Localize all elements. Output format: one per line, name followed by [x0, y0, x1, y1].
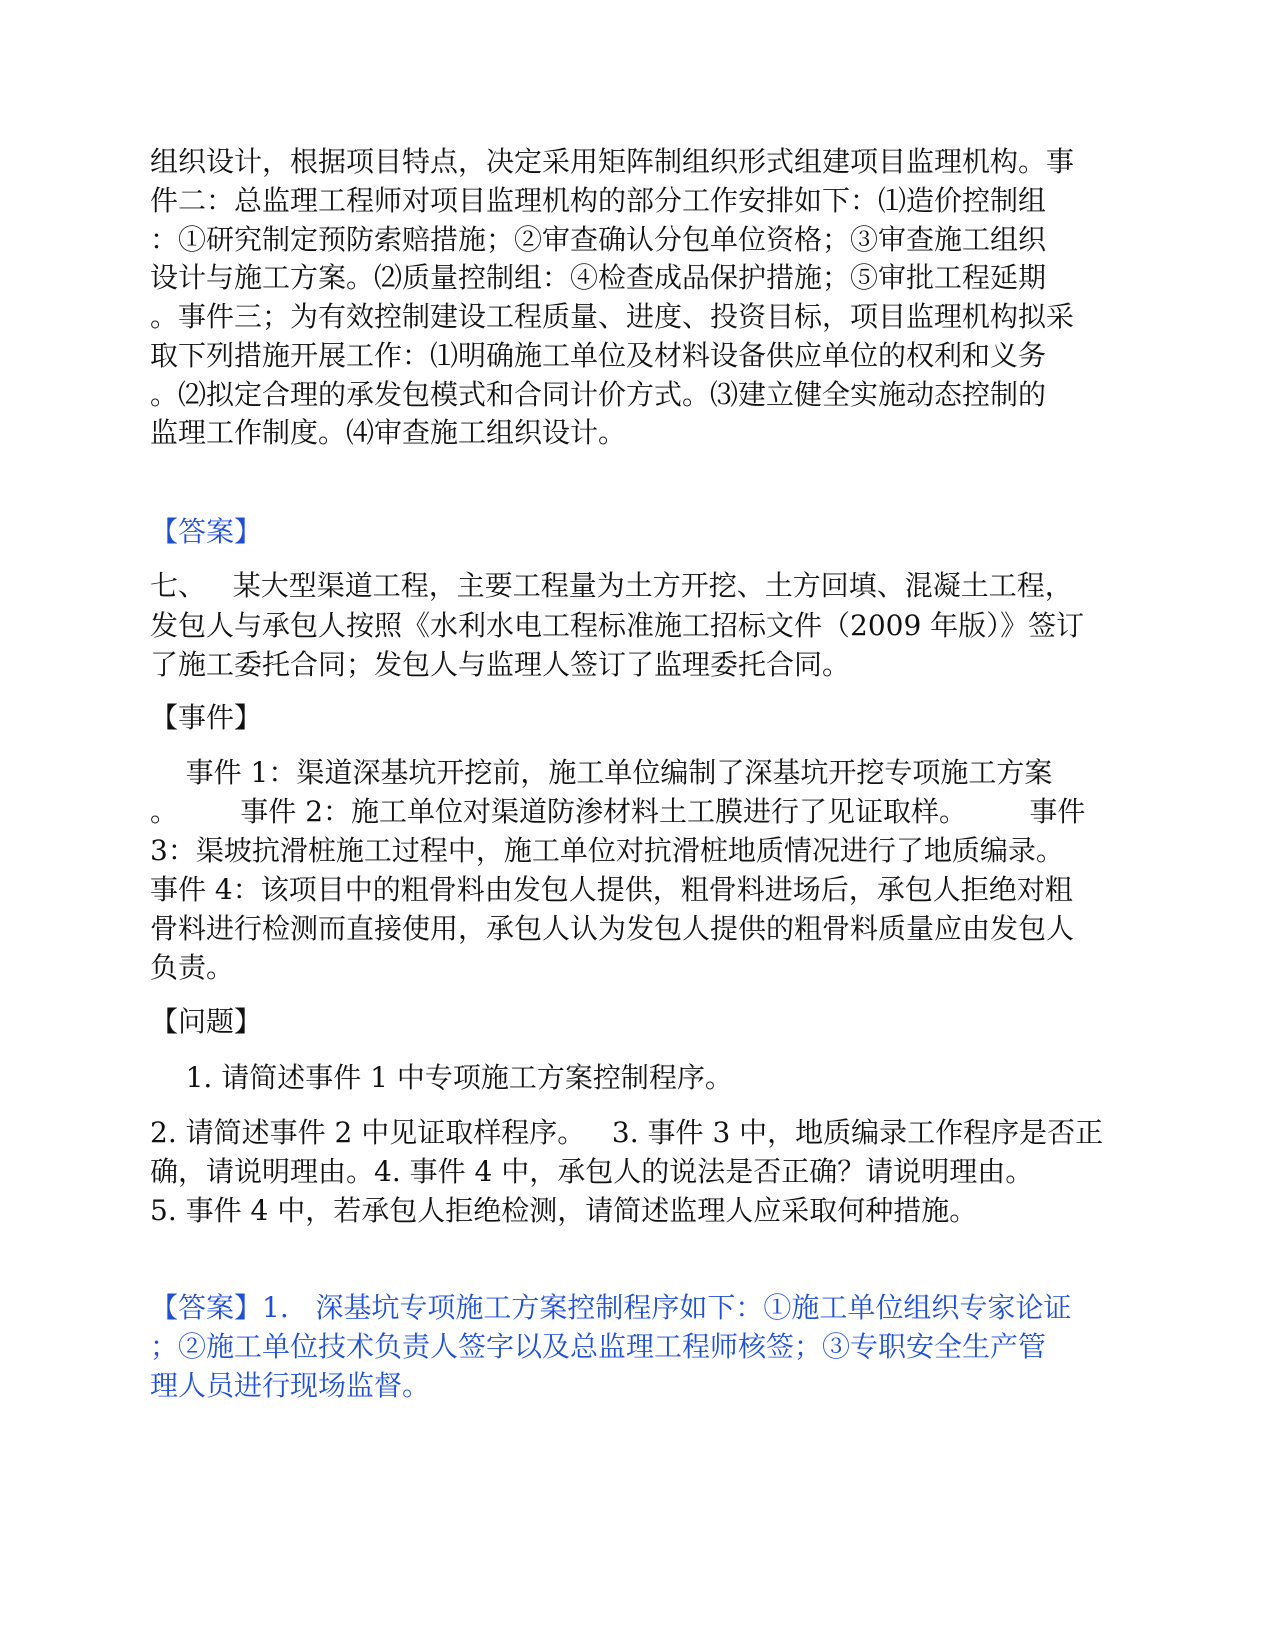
intro-line: ：①研究制定预防索赔措施；②审查确认分包单位资格；③审查施工组织: [150, 223, 1047, 256]
event-line: 。 事件 2：施工单位对渠道防渗材料土工膜进行了见证取样。 事件: [150, 795, 1086, 828]
intro-line: 取下列措施开展工作：⑴明确施工单位及材料设备供应单位的权利和义务: [150, 339, 1047, 372]
question-seven-line: 七、 某大型渠道工程，主要工程量为土方开挖、土方回填、混凝土工程，: [150, 569, 1073, 602]
question-line: 2. 请简述事件 2 中见证取样程序。 3. 事件 3 中，地质编录工作程序是否正: [150, 1116, 1104, 1149]
intro-line: 设计与施工方案。⑵质量控制组：④检查成品保护措施；⑤审批工程延期: [150, 261, 1047, 294]
question-seven-line: 了施工委托合同；发包人与监理人签订了监理委托合同。: [150, 648, 851, 681]
question-line: 1. 请简述事件 1 中专项施工方案控制程序。: [150, 1061, 733, 1094]
intro-line: 。事件三；为有效控制建设工程质量、进度、投资目标，项目监理机构拟采: [150, 300, 1075, 333]
event-line: 3：渠坡抗滑桩施工过程中，施工单位对抗滑桩地质情况进行了地质编录。: [150, 834, 1064, 867]
question-line: 5. 事件 4 中，若承包人拒绝检测，请简述监理人应采取何种措施。: [150, 1194, 978, 1227]
event-line: 事件 4：该项目中的粗骨料由发包人提供，粗骨料进场后，承包人拒绝对粗: [150, 873, 1073, 906]
questions-heading: 【问题】: [150, 1005, 263, 1038]
question-seven-line: 发包人与承包人按照《水利水电工程标准施工招标文件（2009 年版）》签订: [150, 609, 1085, 642]
intro-line: 组织设计，根据项目特点，决定采用矩阵制组织形式组建项目监理机构。事: [150, 145, 1075, 178]
answer-line: ；②施工单位技术负责人签字以及总监理工程师核签；③专职安全生产管: [150, 1330, 1047, 1363]
event-line: 骨料进行检测而直接使用，承包人认为发包人提供的粗骨料质量应由发包人: [150, 912, 1075, 945]
answer-line: 【答案】1. 深基坑专项施工方案控制程序如下：①施工单位组织专家论证: [150, 1291, 1072, 1324]
intro-line: 监理工作制度。⑷审查施工组织设计。: [150, 416, 627, 449]
answer-label: 【答案】: [150, 515, 263, 548]
event-line: 负责。: [150, 951, 235, 984]
question-line: 确，请说明理由。4. 事件 4 中，承包人的说法是否正确？请说明理由。: [150, 1155, 1034, 1188]
intro-line: 件二：总监理工程师对项目监理机构的部分工作安排如下：⑴造价控制组: [150, 184, 1047, 217]
event-line: 事件 1：渠道深基坑开挖前，施工单位编制了深基坑开挖专项施工方案: [150, 756, 1053, 789]
answer-line: 理人员进行现场监督。: [150, 1369, 431, 1402]
events-heading: 【事件】: [150, 701, 263, 734]
intro-line: 。⑵拟定合理的承发包模式和合同计价方式。⑶建立健全实施动态控制的: [150, 378, 1047, 411]
